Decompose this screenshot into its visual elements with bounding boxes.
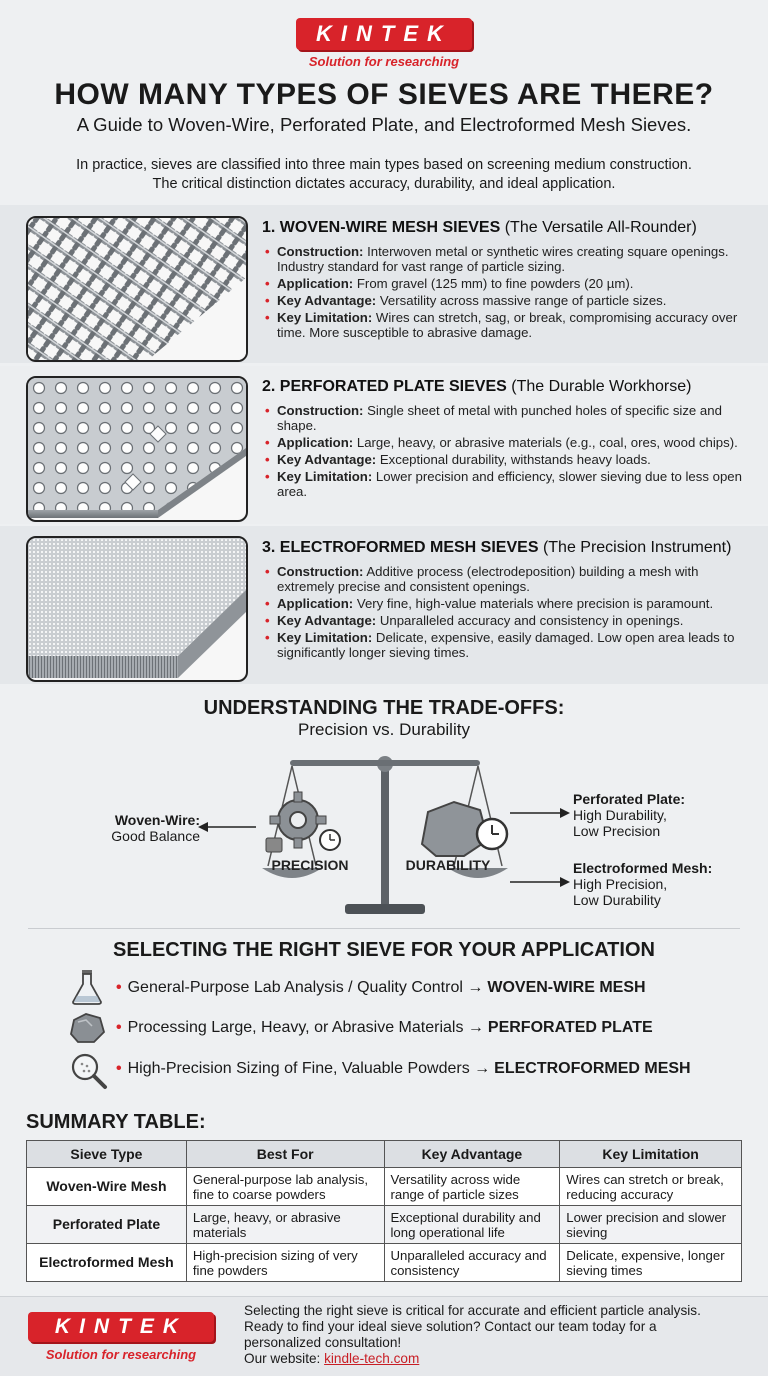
- footer-website-label: Our website:: [244, 1351, 321, 1366]
- list-item: • Key Limitation: Wires can stretch, sag, or break, compromising accuracy over time. More susceptible to abrasive damage.: [263, 310, 758, 340]
- table-cell: Unparalleled accuracy and consistency: [384, 1244, 560, 1282]
- clock-icon: [320, 830, 340, 850]
- footer-line-2: Ready to find your ideal sieve solution? Contact our team today for a: [244, 1319, 657, 1334]
- electro-name: Electroformed Mesh:: [573, 860, 713, 876]
- intro-line-1: In practice, sieves are classified into three main types based on screening medium construction.: [76, 157, 692, 173]
- column-header: Best For: [186, 1141, 384, 1168]
- table-row: [27, 1168, 742, 1206]
- section-3-title: [262, 539, 762, 557]
- brand-logo: [296, 18, 472, 50]
- intro-line-2: The critical distinction dictates accuracy, durability, and ideal application.: [152, 176, 616, 192]
- selecting-row-1-text: General-Purpose Lab Analysis / Quality Control →: [127, 979, 484, 996]
- electroformed-mesh-image: [26, 536, 248, 682]
- list-item: • Key Advantage: Unparalleled accuracy and consistency in openings.: [263, 613, 758, 628]
- section-2-title: [262, 378, 762, 396]
- section-1-title: [262, 219, 762, 237]
- list-item: • Key Limitation: Lower precision and efficiency, slower sieving due to less open area.: [263, 469, 758, 499]
- column-header: Key Limitation: [560, 1141, 742, 1168]
- list-item: • Application: From gravel (125 mm) to fine powders (20 µm).: [263, 276, 758, 291]
- list-item: • Key Limitation: Delicate, expensive, easily damaged. Low open area leads to significantly longer sieving times.: [263, 630, 758, 660]
- arrow-left-icon: [198, 820, 258, 834]
- table-cell: Lower precision and slower sieving: [560, 1206, 742, 1244]
- divider: [28, 928, 740, 929]
- section-2-subheading: (The Durable Workhorse): [511, 378, 692, 395]
- perforated-tradeoff-label: [573, 791, 753, 839]
- column-header: Sieve Type: [27, 1141, 187, 1168]
- selecting-row-3-result: ELECTROFORMED MESH: [494, 1060, 691, 1077]
- perforated-line-2: Low Precision: [573, 823, 661, 839]
- perforated-line-1: High Durability,: [573, 807, 667, 823]
- table-cell: Exceptional durability and long operational life: [384, 1206, 560, 1244]
- selecting-row-2-result: PERFORATED PLATE: [487, 1019, 653, 1036]
- table-cell: Electroformed Mesh: [27, 1244, 187, 1282]
- list-item: • Construction: Additive process (electrodeposition) building a mesh with extremely precise and consistent openings.: [263, 564, 758, 594]
- list-item: • Key Advantage: Versatility across massive range of particle sizes.: [263, 293, 758, 308]
- flask-icon: [70, 968, 104, 1006]
- balance-scale-illustration: [250, 748, 520, 918]
- table-cell: Wires can stretch or break, reducing accuracy: [560, 1168, 742, 1206]
- section-1-heading: 1. WOVEN-WIRE MESH SIEVES: [262, 219, 501, 236]
- arrow-right-icon: [510, 806, 570, 820]
- table-cell: Woven-Wire Mesh: [27, 1168, 187, 1206]
- list-item: • Application: Large, heavy, or abrasive materials (e.g., coal, ores, wood chips).: [263, 435, 758, 450]
- selecting-row-3-text: High-Precision Sizing of Fine, Valuable Powders →: [127, 1060, 491, 1077]
- weight-icon: [266, 838, 282, 852]
- clock-icon: [477, 819, 507, 849]
- section-3-subheading: (The Precision Instrument): [542, 539, 732, 556]
- summary-title: SUMMARY TABLE:: [26, 1111, 206, 1133]
- woven-mesh-image: [26, 216, 248, 362]
- electro-tradeoff-label: [573, 860, 763, 908]
- table-cell: Delicate, expensive, longer sieving times: [560, 1244, 742, 1282]
- durability-label: DURABILITY: [405, 857, 491, 873]
- brand-tagline: Solution for researching: [308, 54, 460, 69]
- section-3-heading: 3. ELECTROFORMED MESH SIEVES: [262, 539, 539, 556]
- section-1-bullets: [263, 244, 758, 342]
- list-item: • Construction: Single sheet of metal with punched holes of specific size and shape.: [263, 403, 758, 433]
- electro-line-1: High Precision,: [573, 876, 668, 892]
- section-2-bullets: [263, 403, 758, 501]
- footer-text: [244, 1303, 764, 1367]
- summary-table: [26, 1140, 742, 1282]
- precision-label: PRECISION: [271, 857, 349, 873]
- list-item: • Key Advantage: Exceptional durability, withstands heavy loads.: [263, 452, 758, 467]
- footer-brand-logo: [28, 1312, 214, 1342]
- perforated-plate-image: [26, 376, 248, 522]
- rock-icon: [68, 1012, 106, 1044]
- website-link[interactable]: kindle-tech.com: [324, 1351, 420, 1366]
- footer-brand-name: KINTEK: [54, 1315, 188, 1338]
- woven-name: Woven-Wire:: [114, 812, 200, 828]
- woven-balance-label: [96, 812, 200, 844]
- selecting-title: SELECTING THE RIGHT SIEVE FOR YOUR APPLICATION: [113, 939, 655, 961]
- column-header: Key Advantage: [384, 1141, 560, 1168]
- table-row: [27, 1244, 742, 1282]
- selecting-row-3: • High-Precision Sizing of Fine, Valuable Powders → ELECTROFORMED MESH: [116, 1060, 691, 1077]
- footer-line-1: Selecting the right sieve is critical for accurate and efficient particle analysis.: [244, 1303, 701, 1318]
- tradeoffs-title: UNDERSTANDING THE TRADE-OFFS:: [203, 697, 565, 719]
- footer-brand-tagline: Solution for researching: [45, 1347, 197, 1362]
- table-row: [27, 1206, 742, 1244]
- footer-line-3: personalized consultation!: [244, 1335, 402, 1350]
- table-cell: Large, heavy, or abrasive materials: [186, 1206, 384, 1244]
- table-cell: Perforated Plate: [27, 1206, 187, 1244]
- perforated-name: Perforated Plate:: [573, 791, 686, 807]
- magnifier-icon: [70, 1052, 108, 1090]
- selecting-row-2: • Processing Large, Heavy, or Abrasive Materials → PERFORATED PLATE: [116, 1019, 653, 1036]
- table-cell: Versatility across wide range of particle sizes: [384, 1168, 560, 1206]
- footer-website-row: [244, 1351, 764, 1367]
- woven-desc: Good Balance: [111, 828, 200, 844]
- section-2-heading: 2. PERFORATED PLATE SIEVES: [262, 378, 507, 395]
- table-cell: General-purpose lab analysis, fine to coarse powders: [186, 1168, 384, 1206]
- list-item: • Application: Very fine, high-value materials where precision is paramount.: [263, 596, 758, 611]
- selecting-row-2-text: Processing Large, Heavy, or Abrasive Materials →: [127, 1019, 484, 1036]
- page-title: HOW MANY TYPES OF SIEVES ARE THERE?: [54, 78, 714, 111]
- page-subtitle: A Guide to Woven-Wire, Perforated Plate, and Electroformed Mesh Sieves.: [76, 114, 692, 135]
- brand-name: KINTEK: [316, 21, 452, 46]
- selecting-row-1-result: WOVEN-WIRE MESH: [487, 979, 646, 996]
- list-item: • Construction: Interwoven metal or synthetic wires creating square openings. Industry standard for vast range of particle sizing.: [263, 244, 758, 274]
- section-3-bullets: [263, 564, 758, 662]
- electro-line-2: Low Durability: [573, 892, 661, 908]
- tradeoffs-subtitle: Precision vs. Durability: [298, 720, 470, 739]
- table-cell: High-precision sizing of very fine powders: [186, 1244, 384, 1282]
- arrow-right-icon: [510, 875, 570, 889]
- section-1-subheading: (The Versatile All-Rounder): [504, 219, 697, 236]
- selecting-row-1: • General-Purpose Lab Analysis / Quality Control → WOVEN-WIRE MESH: [116, 979, 646, 996]
